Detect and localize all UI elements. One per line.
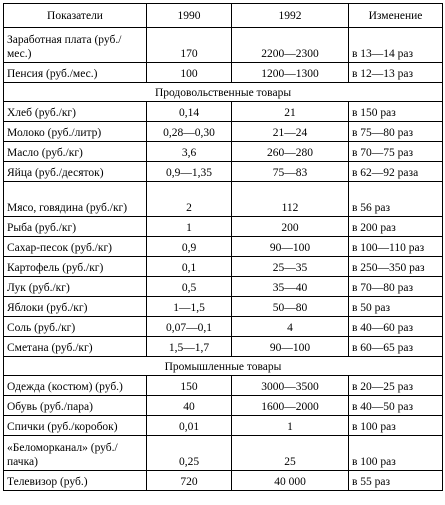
table-row <box>4 317 443 337</box>
section-header-row <box>4 357 443 376</box>
table-row <box>4 376 443 396</box>
row-1990: 0,9—1,35 <box>147 162 232 182</box>
row-change: в 62—92 раза <box>349 162 443 182</box>
table-row <box>4 416 443 436</box>
row-1990: 1—1,5 <box>147 297 232 317</box>
row-label: Молоко (руб./литр) <box>4 122 147 142</box>
price-comparison-table <box>3 3 443 491</box>
row-1992: 112 <box>232 182 349 217</box>
row-label: Яблоки (руб./кг) <box>4 297 147 317</box>
table-row <box>4 297 443 317</box>
row-label: Яйца (руб./десяток) <box>4 162 147 182</box>
row-1992: 21—24 <box>232 122 349 142</box>
row-1992: 35—40 <box>232 277 349 297</box>
row-change: в 50 раз <box>349 297 443 317</box>
section-food-title: Продовольственные товары <box>4 83 443 102</box>
row-change: в 56 раз <box>349 182 443 217</box>
table-row <box>4 257 443 277</box>
table-row <box>4 237 443 257</box>
row-label: Лук (руб./кг) <box>4 277 147 297</box>
table-row <box>4 471 443 491</box>
row-1990: 2 <box>147 182 232 217</box>
row-1992: 4 <box>232 317 349 337</box>
row-1992: 1200—1300 <box>232 63 349 83</box>
section-industrial-title: Промышленные товары <box>4 357 443 376</box>
row-1992: 260—280 <box>232 142 349 162</box>
row-change: в 60—65 раз <box>349 337 443 357</box>
row-change: в 100—110 раз <box>349 237 443 257</box>
table-row <box>4 396 443 416</box>
row-1992: 3000—3500 <box>232 376 349 396</box>
row-1992: 1 <box>232 416 349 436</box>
row-change: в 200 раз <box>349 217 443 237</box>
row-label: «Беломорканал» (руб./пачка) <box>4 436 147 471</box>
row-label: Одежда (костюм) (руб.) <box>4 376 147 396</box>
table-row <box>4 436 443 471</box>
row-label: Картофель (руб./кг) <box>4 257 147 277</box>
row-change: в 40—50 раз <box>349 396 443 416</box>
row-1990: 0,28—0,30 <box>147 122 232 142</box>
header-indicators: Показатели <box>4 4 147 28</box>
row-change: в 100 раз <box>349 436 443 471</box>
row-change: в 55 раз <box>349 471 443 491</box>
row-change: в 40—60 раз <box>349 317 443 337</box>
row-1992: 90—100 <box>232 337 349 357</box>
row-1990: 0,01 <box>147 416 232 436</box>
table-row <box>4 217 443 237</box>
row-1990: 3,6 <box>147 142 232 162</box>
row-label: Мясо, говядина (руб./кг) <box>4 182 147 217</box>
row-1992: 75—83 <box>232 162 349 182</box>
row-1992: 200 <box>232 217 349 237</box>
row-label: Соль (руб./кг) <box>4 317 147 337</box>
row-1990: 1,5—1,7 <box>147 337 232 357</box>
header-row <box>4 4 443 28</box>
row-label: Телевизор (руб.) <box>4 471 147 491</box>
row-change: в 20—25 раз <box>349 376 443 396</box>
row-1992: 2200—2300 <box>232 28 349 63</box>
table-row <box>4 142 443 162</box>
row-1992: 40 000 <box>232 471 349 491</box>
row-label: Пенсия (руб./мес.) <box>4 63 147 83</box>
table-row <box>4 102 443 122</box>
row-1990: 170 <box>147 28 232 63</box>
row-change: в 70—80 раз <box>349 277 443 297</box>
row-change: в 150 раз <box>349 102 443 122</box>
section-header-row <box>4 83 443 102</box>
row-1992: 1600—2000 <box>232 396 349 416</box>
row-1990: 100 <box>147 63 232 83</box>
row-1992: 21 <box>232 102 349 122</box>
row-change: в 75—80 раз <box>349 122 443 142</box>
table-row <box>4 28 443 63</box>
table-row <box>4 162 443 182</box>
row-1990: 0,1 <box>147 257 232 277</box>
row-label: Рыба (руб./кг) <box>4 217 147 237</box>
row-change: в 70—75 раз <box>349 142 443 162</box>
row-change: в 250—350 раз <box>349 257 443 277</box>
row-1992: 90—100 <box>232 237 349 257</box>
row-1990: 0,25 <box>147 436 232 471</box>
row-1990: 1 <box>147 217 232 237</box>
table-row <box>4 182 443 217</box>
row-1990: 720 <box>147 471 232 491</box>
row-change: в 13—14 раз <box>349 28 443 63</box>
table-row <box>4 63 443 83</box>
row-1992: 50—80 <box>232 297 349 317</box>
header-change: Изменение <box>349 4 443 28</box>
row-1990: 40 <box>147 396 232 416</box>
row-label: Хлеб (руб./кг) <box>4 102 147 122</box>
table-row <box>4 122 443 142</box>
header-1992: 1992 <box>232 4 349 28</box>
row-1990: 0,5 <box>147 277 232 297</box>
row-1992: 25 <box>232 436 349 471</box>
row-change: в 12—13 раз <box>349 63 443 83</box>
row-label: Спички (руб./коробок) <box>4 416 147 436</box>
row-1992: 25—35 <box>232 257 349 277</box>
row-label: Обувь (руб./пара) <box>4 396 147 416</box>
row-label: Сметана (руб./кг) <box>4 337 147 357</box>
table-row <box>4 277 443 297</box>
row-change: в 100 раз <box>349 416 443 436</box>
row-1990: 0,9 <box>147 237 232 257</box>
row-1990: 0,14 <box>147 102 232 122</box>
row-label: Сахар-песок (руб./кг) <box>4 237 147 257</box>
header-1990: 1990 <box>147 4 232 28</box>
row-1990: 150 <box>147 376 232 396</box>
row-label: Масло (руб./кг) <box>4 142 147 162</box>
row-label: Заработная плата (руб./мес.) <box>4 28 147 63</box>
row-1990: 0,07—0,1 <box>147 317 232 337</box>
table-row <box>4 337 443 357</box>
